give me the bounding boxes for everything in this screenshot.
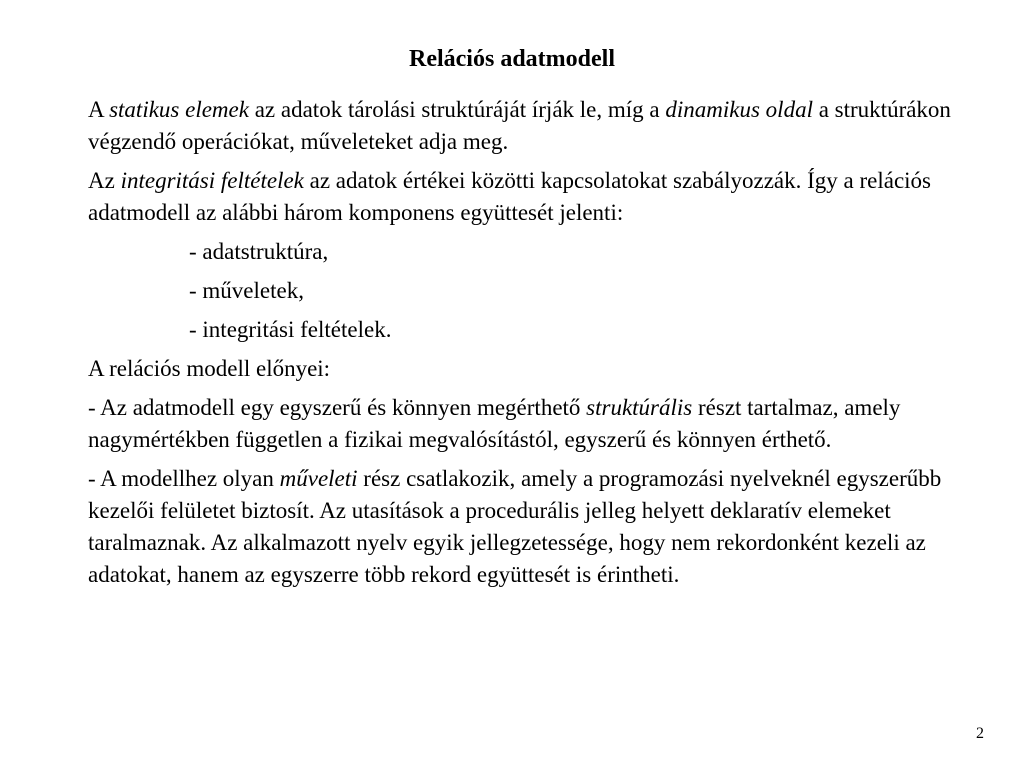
- text-run: a struktúrákon végzendő operációkat, műveleteket adja meg.: [88, 97, 951, 154]
- italic-term-operational: műveleti: [279, 466, 358, 491]
- paragraph-integrity: [88, 165, 954, 229]
- paragraph-static-dynamic: [88, 94, 954, 158]
- text-run: - Az adatmodell egy egyszerű és könnyen megérthető: [88, 395, 587, 420]
- slide-title: Relációs adatmodell: [409, 46, 615, 72]
- text-run: az adatok tárolási struktúráját írják le, míg a: [248, 97, 666, 122]
- paragraph-advantages-heading: A relációs modell előnyei:: [88, 356, 331, 381]
- paragraph-operational-advantage: [88, 463, 954, 591]
- text-run: A: [88, 97, 110, 122]
- text-run: részt tartalmaz, amely nagymértékben független a fizikai megvalósítástól, egyszerű és könnyen érthető.: [88, 395, 901, 452]
- italic-term-structural: struktúrális: [586, 395, 693, 420]
- component-list-item: - adatstruktúra,: [189, 239, 329, 264]
- page-number: 2: [976, 725, 984, 742]
- text-run: Az: [88, 168, 121, 193]
- slide-body: [88, 94, 954, 593]
- text-run: - A modellhez olyan: [88, 466, 280, 491]
- component-list-item: - integritási feltételek.: [189, 317, 392, 342]
- italic-term-static-elements: statikus elemek: [109, 97, 249, 122]
- text-run: rész csatlakozik, amely a programozási nyelveknél egyszerűbb kezelői felületet biztosít. Az utasítások a procedurális jelleg helyett deklaratív elemeket taralmaznak. Az alkalmazott nyelv egyik jellegzetessége, hogy nem rekordonként kezeli az adatokat, hanem az egyszerre több rekord együttesét is érintheti.: [88, 466, 942, 587]
- component-list-item: - műveletek,: [189, 278, 304, 303]
- italic-term-integrity-constraints: integritási feltételek: [120, 168, 304, 193]
- paragraph-structural-advantage: [88, 392, 954, 456]
- text-run: az adatok értékei közötti kapcsolatokat szabályozzák. Így a relációs adatmodell az alábbi három komponens együttesét jelenti:: [88, 168, 931, 225]
- italic-term-dynamic-side: dinamikus oldal: [665, 97, 813, 122]
